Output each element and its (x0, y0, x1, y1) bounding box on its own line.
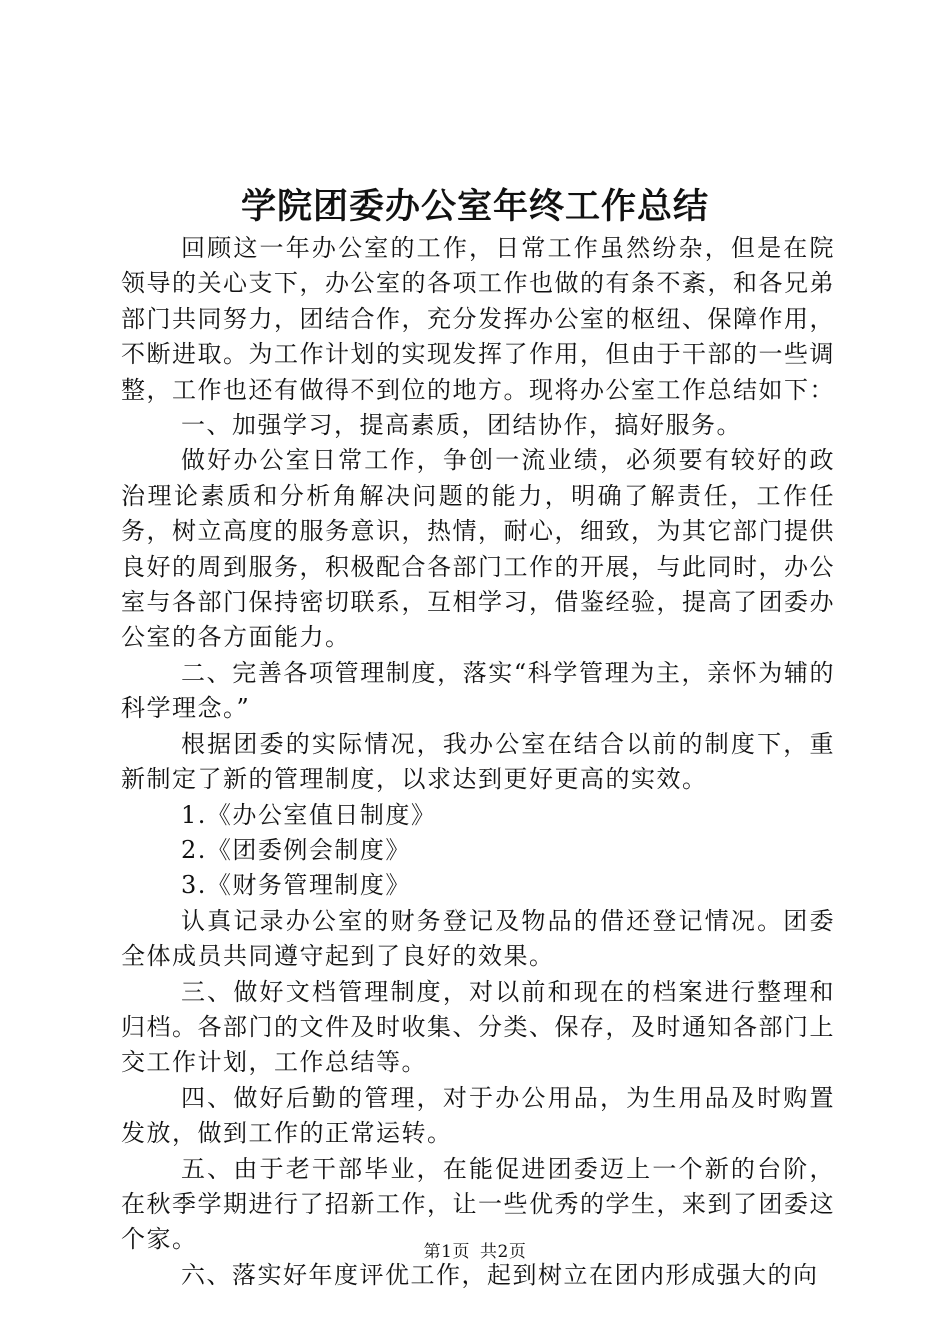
document-title: 学院团委办公室年终工作总结 (240, 187, 709, 227)
section-heading-3: 三、做好文档管理制度，对以前和现在的档案进行整理和归档。各部门的文件及时收集、分类、保存，及时通知各部门上交工作计划，工作总结等。 (121, 977, 835, 1077)
list-item: 3.《财务管理制度》 (181, 871, 411, 900)
list-item: 2.《团委例会制度》 (181, 835, 411, 864)
paragraph-records: 认真记录办公室的财务登记及物品的借还登记情况。团委全体成员共同遵守起到了良好的效果。 (121, 906, 835, 971)
section-heading-1: 一、加强学习，提高素质，团结协作，搞好服务。 (181, 411, 742, 440)
section-heading-2: 二、完善各项管理制度，落实“科学管理为主，亲怀为辅的科学理念。” (121, 658, 835, 723)
section-heading-5: 五、由于老干部毕业，在能促进团委迈上一个新的台阶，在秋季学期进行了招新工作，让一些优秀的学生，来到了团委这个家。 (121, 1154, 835, 1254)
paragraph-section-1: 做好办公室日常工作，争创一流业绩，必须要有较好的政治理论素质和分析角解决问题的能力，明确了解责任，工作任务，树立高度的服务意识，热情，耐心，细致，为其它部门提供良好的周到服务，积极配合各部门工作的开展，与此同时，办公室与各部门保持密切联系，互相学习，借鉴经验，提高了团委办公室的各方面能力。 (121, 446, 835, 652)
list-item: 1.《办公室值日制度》 (181, 800, 437, 829)
page-footer (0, 1240, 950, 1264)
paragraph-intro: 回顾这一年办公室的工作，日常工作虽然纷杂，但是在院领导的关心支下，办公室的各项工作也做的有条不紊，和各兄弟部门共同努力，团结合作，充分发挥办公室的枢纽、保障作用，不断进取。为工作计划的实现发挥了作用，但由于干部的一些调整，工作也还有做得不到位的地方。现将办公室工作总结如下： (121, 234, 835, 404)
section-heading-6: 六、落实好年度评优工作，起到树立在团内形成强大的向 (181, 1260, 819, 1289)
paragraph-section-2: 根据团委的实际情况，我办公室在结合以前的制度下，重新制定了新的管理制度，以求达到更好更高的实效。 (121, 729, 835, 794)
page-number-current: 第1页 (423, 1242, 470, 1262)
document-body (121, 231, 835, 1293)
section-heading-4: 四、做好后勤的管理，对于办公用品，为生用品及时购置发放，做到工作的正常运转。 (121, 1083, 835, 1148)
page-number-total: 共2页 (480, 1242, 527, 1262)
